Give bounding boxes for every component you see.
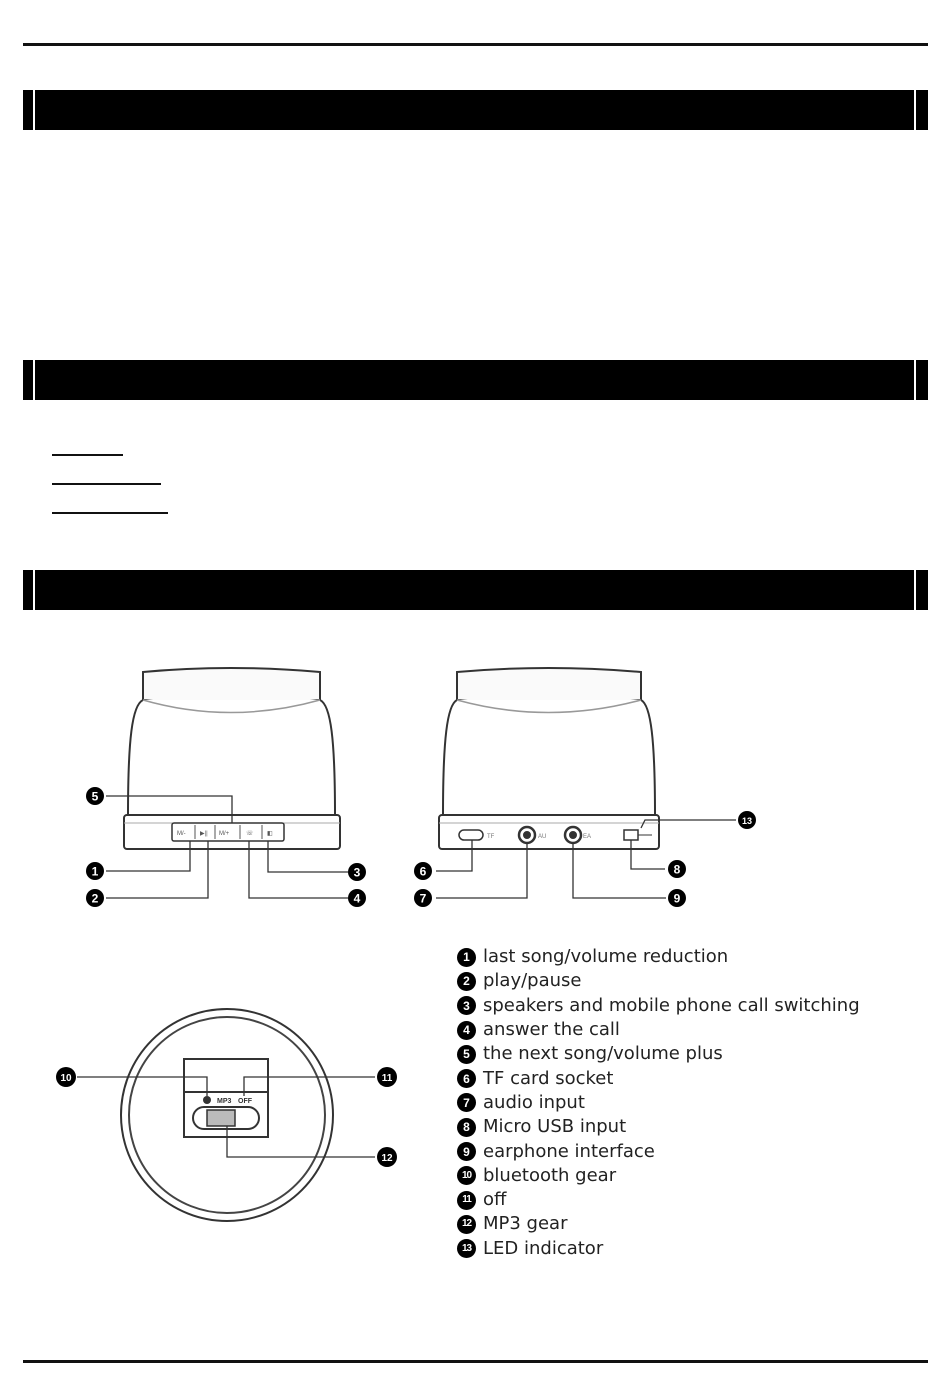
svg-text:☏: ☏ [246,831,254,837]
callout-11: 11 [381,1073,393,1084]
legend-item [457,1212,860,1236]
legend-item [457,969,860,993]
callout-5: 5 [91,789,99,804]
legend-text: answer the call [483,1019,620,1041]
section-header-bar-3 [23,570,928,610]
callout-6: 6 [419,864,427,879]
svg-text:M/+: M/+ [219,831,230,837]
switch-label-off: OFF [238,1098,252,1105]
svg-text:TF: TF [487,834,495,840]
underline-1 [52,454,123,456]
legend-number: 9 [457,1142,476,1161]
legend-text: last song/volume reduction [483,946,729,968]
legend-number: 5 [457,1045,476,1064]
legend-text: the next song/volume plus [483,1043,723,1065]
legend-text: MP3 gear [483,1213,568,1235]
legend-item [457,994,860,1018]
svg-text:AU: AU [538,834,547,840]
legend-item [457,1237,860,1261]
legend-number: 13 [457,1239,476,1258]
legend-item [457,1139,860,1163]
underline-3 [52,512,168,514]
speaker-bottom-view [0,940,440,1270]
callout-2: 2 [91,891,99,906]
callout-7: 7 [419,891,427,906]
legend-text: off [483,1189,507,1211]
legend-text: LED indicator [483,1237,604,1259]
legend-number: 11 [457,1191,476,1210]
legend-item [457,1091,860,1115]
legend-item [457,1115,860,1139]
legend-number: 6 [457,1069,476,1088]
legend-text: Micro USB input [483,1116,627,1138]
legend-text: play/pause [483,970,582,992]
legend-number: 7 [457,1093,476,1112]
callout-4: 4 [353,891,361,906]
legend-number: 2 [457,972,476,991]
legend-item [457,1066,860,1090]
underline-2 [52,483,161,485]
legend-item [457,1164,860,1188]
legend-item [457,1188,860,1212]
callout-12: 12 [381,1153,393,1164]
callout-8: 8 [673,862,681,877]
callout-10: 10 [60,1073,72,1084]
parts-legend [457,945,860,1261]
legend-number: 12 [457,1215,476,1234]
callout-9: 9 [673,891,681,906]
svg-text:M/-: M/- [177,831,186,837]
svg-text:EA: EA [583,834,592,840]
legend-number: 8 [457,1118,476,1137]
section-header-bar-2 [23,360,928,400]
top-rule [23,43,928,46]
legend-text: speakers and mobile phone call switching [483,994,860,1016]
bottom-rule [23,1360,928,1363]
legend-text: audio input [483,1091,585,1113]
legend-item [457,945,860,969]
svg-text:◧: ◧ [267,831,273,837]
speaker-rear-view [439,668,659,849]
legend-number: 10 [457,1166,476,1185]
legend-number: 3 [457,996,476,1015]
legend-item [457,1018,860,1042]
legend-number: 4 [457,1021,476,1040]
svg-text:▶||: ▶|| [200,831,208,837]
callout-13: 13 [741,816,753,826]
legend-item [457,1042,860,1066]
legend-text: bluetooth gear [483,1164,617,1186]
callout-3: 3 [353,865,361,880]
legend-text: earphone interface [483,1140,655,1162]
speaker-diagram [0,630,950,940]
section-header-bar-1 [23,90,928,130]
legend-number: 1 [457,948,476,967]
callout-1: 1 [91,864,99,879]
legend-text: TF card socket [483,1067,614,1089]
switch-label-mp3: MP3 [217,1098,232,1105]
